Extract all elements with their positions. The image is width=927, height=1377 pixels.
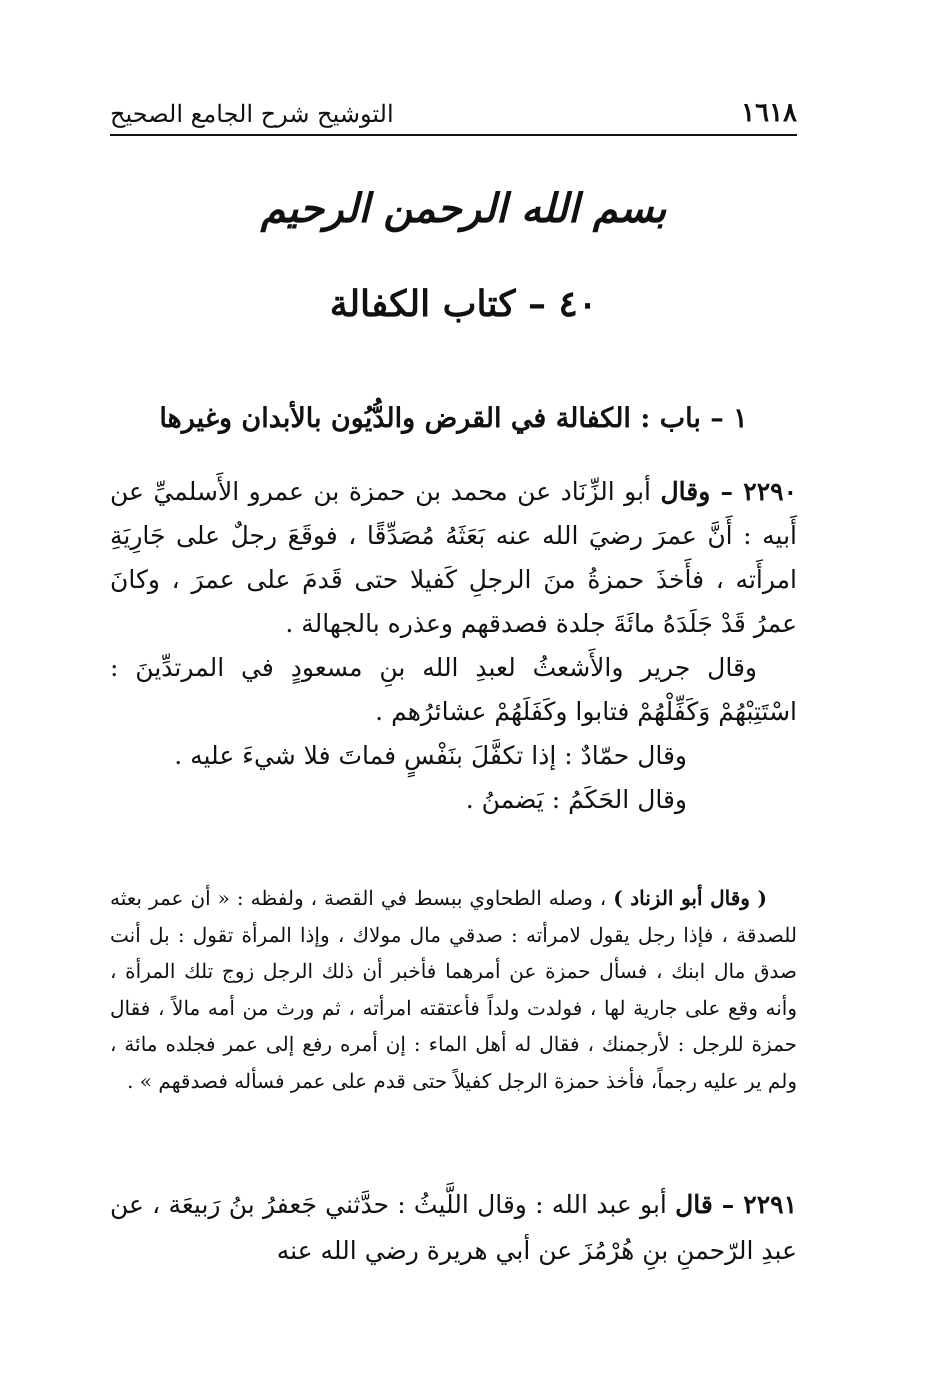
hadith-lead: – قال [675, 1190, 744, 1219]
commentary-lead: ( وقال أبو الزناد ) [613, 886, 767, 910]
running-header [110, 88, 797, 128]
header-divider [110, 134, 797, 136]
hadith-number: ٢٢٩٠ [743, 477, 797, 506]
chapter-heading: ١ – باب : الكفالة في القرض والدُّيُون بالأبدان وغيرها [159, 403, 748, 434]
hadith-text: أبو عبد الله : وقال اللَّيثُ : حدَّثني جَعفرُ بنُ رَبيعَة ، عن عبدِ الرّحمنِ بنِ هُرْمُزَ عن أبي هريرة رضي الله عنه [110, 1190, 797, 1265]
paragraph-hakam: وقال الحَكَمُ : يَضمنُ . [465, 785, 687, 814]
paragraph-hammad: وقال حمّادٌ : إذا تكفَّلَ بنَفْسٍ فماتَ فلا شيءَ عليه . [174, 741, 687, 770]
hadith-lead: – وقال [660, 477, 744, 506]
hadith-text: أبو الزِّنَاد عن محمد بن حمزة بن عمرو الأَسلميِّ عن أَبيه : أَنَّ عمرَ رضيَ الله عنه بَعَثَهُ مُصَدِّقًا ، فوقَعَ رجلٌ على جَارِيَةِ امرأَته ، فأَخذَ حمزةُ منَ الرجلِ كَفيلا حتى قَدمَ على عمرَ ، وكانَ عمرُ قَدْ جَلَدَهُ مائَةَ جلدة فصدقهم وعذره بالجهالة . [110, 477, 797, 638]
paragraph-jarir: وقال جرير والأَشعثُ لعبدِ الله بنِ مسعودٍ في المرتدِّينَ : اسْتَتِبْهُمْ وَكَفِّلْهُمْ فتابوا وكَفَلَهُمْ عشائرُهم . [110, 653, 797, 726]
hadith-2291 [110, 1182, 797, 1274]
hadith-2291-block [110, 1182, 797, 1274]
book-heading: ٤٠ – كتاب الكفالة [329, 283, 598, 325]
hadith-2290 [110, 470, 797, 646]
commentary-text: ، وصله الطحاوي ببسط في القصة ، ولفظه : « أن عمر بعثه للصدقة ، فإذا رجل يقول لامرأته : صدقي مال مولاك ، وإذا المرأة تقول : بل أنت صدق مال ابنك ، فسأل حمزة عن أمرهما فأخبر أن ذلك الرجل زوج تلك المرأة ، وأنه وقع على جارية لها ، فولدت ولداً فأعتقته امرأته ، ثم ورث من أمه مالاً ، فقال حمزة للرجل : لأرجمنك ، فقال له أهل الماء : إن أمره رفع إلى عمر فجلده مائة ، ولم ير عليه رجماً، فأخذ حمزة الرجل كفيلاً حتى قدم على عمر فسأله فصدقهم » . [110, 886, 798, 1093]
page-number: ١٦١٨ [741, 98, 797, 128]
hadith-number: ٢٢٩١ [743, 1190, 798, 1219]
main-text [110, 470, 797, 822]
commentary [110, 880, 797, 1099]
header-book-title: التوشيح شرح الجامع الصحيح [110, 100, 394, 128]
basmala: بسم الله الرحمن الرحيم [260, 185, 667, 232]
commentary-paragraph [110, 880, 797, 1099]
